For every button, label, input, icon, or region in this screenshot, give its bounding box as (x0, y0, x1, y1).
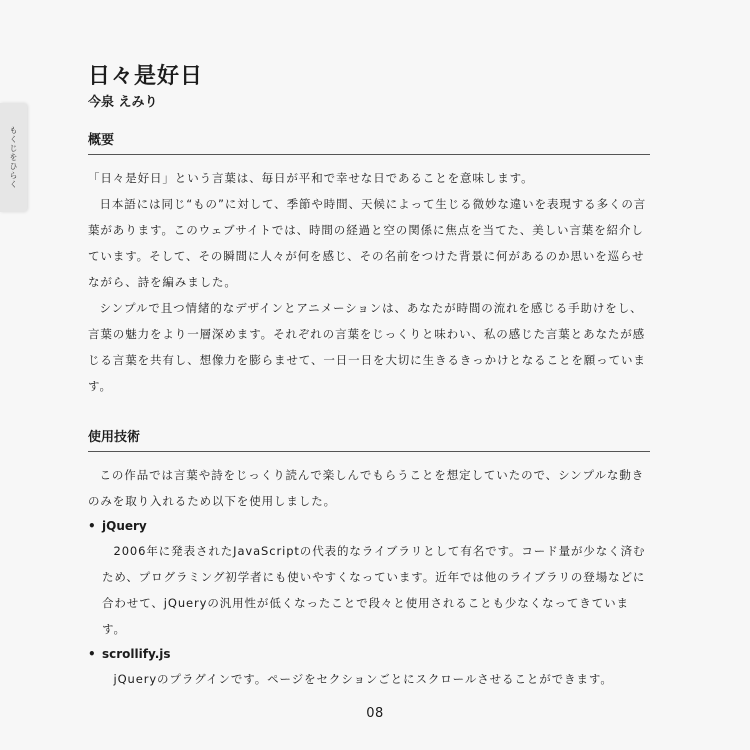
tech-item-description: 2006年に発表されたJavaScriptの代表的なライブラリとして有名です。コード量が少なく済むため、プログラミング初学者にも使いやすくなっています。近年では他のライブラリの登場などに合わせて、jQueryの汎用性が低くなったことで段々と使用されることも少なくなってきています。 (102, 544, 646, 636)
page-number: 08 (366, 706, 384, 721)
overview-paragraph-3: シンプルで且つ情緒的なデザインとアニメーションは、あなたが時間の流れを感じる手助けをし、言葉の魅力をより一層深めます。それぞれの言葉をじっくりと味わい、私の感じた言葉とあなたが感じる言葉を共有し、想像力を膨らませて、一日一日を大切に生きるきっかけとなることを願っています。 (88, 301, 646, 393)
overview-paragraph-1: 「日々是好日」という言葉は、毎日が平和で幸せな日であることを意味します。 (88, 171, 534, 185)
tech-intro: この作品では言葉や詩をじっくり読んで楽しんでもらうことを想定していたので、シンプルな動きのみを取り入れるため以下を使用しました。 (88, 468, 645, 508)
tech-item-name: scrollify.js (102, 647, 171, 661)
tech-item-title (88, 642, 650, 666)
table-of-contents-tab[interactable] (0, 103, 27, 212)
tech-item-description: jQueryのプラグインです。ページをセクションごとにスクロールさせることができます。 (113, 672, 613, 686)
author-name: 今泉 えみり (88, 95, 158, 110)
overview-paragraph-2: 日本語には同じ“もの”に対して、季節や時間、天候によって生じる微妙な違いを表現する多くの言葉があります。このウェブサイトでは、時間の経過と空の関係に焦点を当てた、美しい言葉を紹介しています。そして、その瞬間に人々が何を感じ、その名前をつけた背景に何があるのか思いを巡らせながら、詩を編みました。 (88, 197, 647, 289)
tech-heading: 使用技術 (88, 429, 650, 452)
tech-item-title (88, 514, 650, 538)
overview-heading: 概要 (88, 132, 650, 155)
overview-body (88, 165, 650, 399)
tech-item-jquery (88, 514, 650, 642)
tech-item-scrollify (88, 642, 650, 692)
bullet-icon: • (88, 647, 96, 661)
bullet-icon: • (88, 519, 96, 533)
tech-item-name: jQuery (102, 519, 147, 533)
article (88, 62, 650, 692)
page-title: 日々是好日 (88, 64, 204, 89)
table-of-contents-tab-label: もくじをひらく (9, 126, 18, 189)
tech-body (88, 462, 650, 514)
